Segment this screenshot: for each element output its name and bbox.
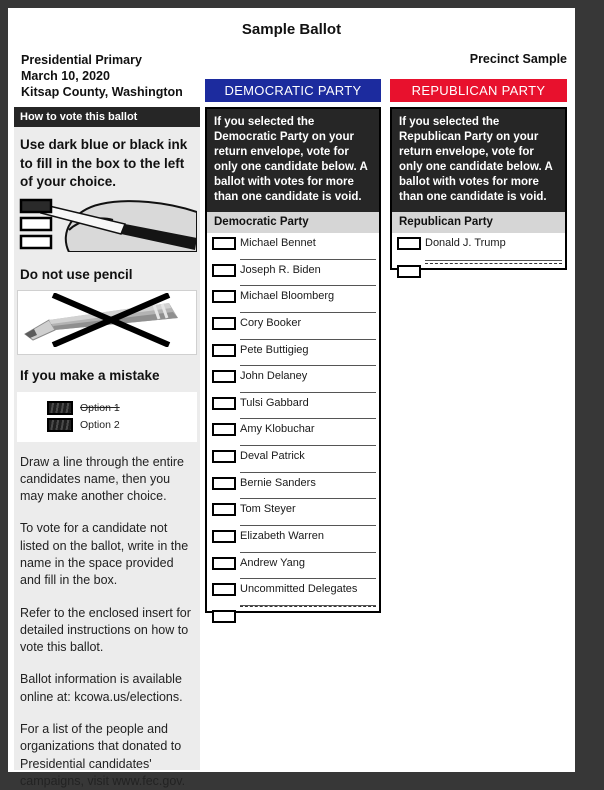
- write-in-row: [392, 261, 565, 269]
- candidate-name: Tulsi Gabbard: [240, 396, 309, 409]
- democratic-section-label: Democratic Party: [207, 212, 379, 233]
- candidate-row: [207, 499, 379, 526]
- republican-instructions: If you selected the Republican Party on your return envelope, vote for only one candidate below. A ballot with votes for more than one candidate is void.: [392, 109, 565, 212]
- candidate-row: [207, 419, 379, 446]
- election-info: [21, 52, 183, 100]
- write-in-line[interactable]: [240, 606, 376, 607]
- republican-party-header: REPUBLICAN PARTY: [390, 79, 567, 102]
- option2-label: Option 2: [80, 418, 120, 431]
- republican-column: [390, 107, 567, 270]
- hand-filling-box-illustration: [17, 198, 197, 252]
- vote-checkbox[interactable]: [212, 237, 236, 250]
- candidate-name: Bernie Sanders: [240, 476, 316, 489]
- vote-checkbox[interactable]: [212, 503, 236, 516]
- write-in-checkbox[interactable]: [212, 610, 236, 623]
- vote-checkbox[interactable]: [212, 344, 236, 357]
- candidate-name: Tom Steyer: [240, 503, 296, 516]
- option1-label: Option 1: [80, 401, 120, 414]
- precinct-label: Precinct Sample: [469, 52, 567, 66]
- election-name: Presidential Primary: [21, 53, 142, 67]
- candidate-name: Michael Bennet: [240, 237, 316, 249]
- candidate-name: Michael Bloomberg: [240, 290, 335, 303]
- vote-checkbox[interactable]: [212, 557, 236, 570]
- sidebar-paragraphs: [14, 454, 200, 790]
- candidate-row: [207, 393, 379, 420]
- instruction-paragraph: Ballot information is available online at: kcowa.us/elections.: [20, 672, 183, 704]
- candidate-row: [207, 340, 379, 367]
- candidate-row: [207, 313, 379, 340]
- vote-checkbox[interactable]: [212, 583, 236, 596]
- republican-section-label: Republican Party: [392, 212, 565, 233]
- candidate-row: [207, 233, 379, 260]
- vote-checkbox[interactable]: [212, 370, 236, 383]
- write-in-line[interactable]: [425, 263, 562, 264]
- vote-checkbox[interactable]: [212, 397, 236, 410]
- sidebar-header: How to vote this ballot: [14, 107, 200, 127]
- candidate-row: [207, 446, 379, 473]
- candidate-row: [207, 366, 379, 393]
- option1-row: [47, 401, 197, 415]
- election-county: Kitsap County, Washington: [21, 85, 183, 99]
- election-date: March 10, 2020: [21, 69, 110, 83]
- candidate-name: Deval Patrick: [240, 450, 305, 463]
- candidate-row: [207, 553, 379, 580]
- instruction-paragraph: For a list of the people and organizations that donated to Presidential candidates' campaigns, visit www.fec.gov.: [20, 722, 186, 788]
- vote-checkbox[interactable]: [212, 290, 236, 303]
- democratic-candidate-list: [207, 233, 379, 606]
- vote-checkbox[interactable]: [212, 317, 236, 330]
- candidate-name: Pete Buttigieg: [240, 343, 309, 356]
- candidate-name: Donald J. Trump: [425, 237, 506, 249]
- candidate-row: [207, 286, 379, 313]
- ballot-sheet: [8, 8, 575, 788]
- instruction-paragraph: Draw a line through the entire candidates name, then you may make another choice.: [20, 454, 184, 504]
- vote-checkbox[interactable]: [212, 450, 236, 463]
- candidate-name: Joseph R. Biden: [240, 263, 321, 276]
- candidate-name: Elizabeth Warren: [240, 530, 324, 543]
- instruction-paragraph: Refer to the enclosed insert for detailed instructions on how to vote this ballot.: [20, 605, 191, 655]
- vote-checkbox[interactable]: [397, 237, 421, 250]
- vote-checkbox[interactable]: [212, 530, 236, 543]
- mistake-heading: If you make a mistake: [20, 368, 160, 383]
- filled-box-icon: [47, 401, 73, 415]
- vote-checkbox[interactable]: [212, 477, 236, 490]
- democratic-party-header: DEMOCRATIC PARTY: [205, 79, 381, 102]
- mistake-example-box: [17, 392, 197, 442]
- write-in-row: [207, 606, 379, 611]
- candidate-name: John Delaney: [240, 370, 308, 383]
- democratic-column: [205, 107, 381, 613]
- page-title: Sample Ballot: [241, 21, 342, 38]
- no-pencil-heading: Do not use pencil: [20, 266, 133, 282]
- candidate-name: Uncommitted Delegates: [240, 583, 358, 596]
- candidate-row: [392, 233, 565, 261]
- republican-candidate-list: [392, 233, 565, 261]
- pencil-illustration-box: [17, 290, 197, 355]
- option2-row: [47, 418, 197, 432]
- candidate-row: [207, 260, 379, 287]
- candidate-name: Andrew Yang: [240, 556, 306, 569]
- ink-instruction: Use dark blue or black ink to fill in the box to the left of your choice.: [20, 137, 188, 189]
- candidate-name: Amy Klobuchar: [240, 423, 315, 436]
- candidate-row: [207, 579, 379, 606]
- candidate-row: [207, 526, 379, 553]
- how-to-vote-sidebar: [14, 107, 200, 788]
- candidate-name: Cory Booker: [240, 316, 302, 329]
- crossed-pencil-illustration: [21, 293, 193, 347]
- filled-box-icon: [47, 418, 73, 432]
- vote-checkbox[interactable]: [212, 423, 236, 436]
- vote-checkbox[interactable]: [212, 264, 236, 277]
- instruction-paragraph: To vote for a candidate not listed on the ballot, write in the name in the space provided and fill in the box.: [20, 521, 189, 588]
- democratic-instructions: If you selected the Democratic Party on your return envelope, vote for only one candidate below. A ballot with votes for more than one candidate is void.: [207, 109, 379, 212]
- write-in-checkbox[interactable]: [397, 265, 421, 278]
- candidate-row: [207, 473, 379, 500]
